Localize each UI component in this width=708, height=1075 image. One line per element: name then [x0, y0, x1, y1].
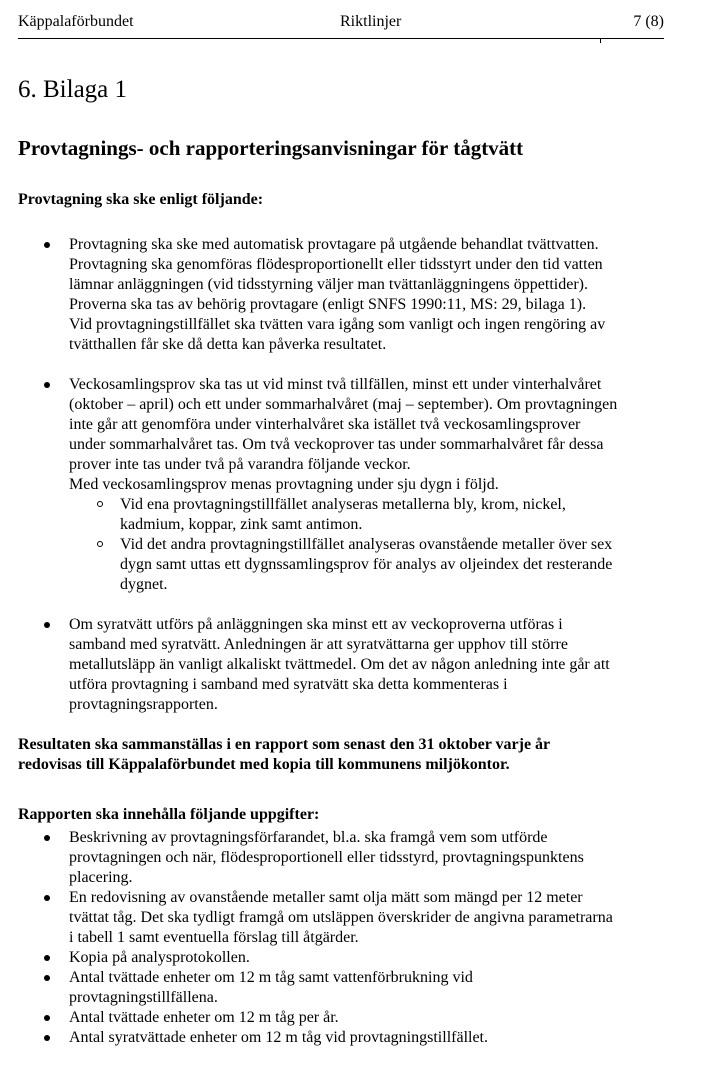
text-line: redovisas till Käppalaförbundet med kopia till kommunens miljökontor.: [18, 756, 510, 773]
text-line: samband med syratvätt. Anledningen är att syratvättarna ger upphov till större: [69, 636, 568, 653]
bullet-icon: [44, 1015, 50, 1021]
sublist-item-first-occasion: [69, 495, 664, 535]
sublist-item-second-occasion: [69, 535, 664, 595]
header-organization: Käppalaförbundet: [18, 13, 134, 30]
text-line: provtagningsrapporten.: [69, 696, 218, 713]
text-line: dygn samt uttas ett dygnssamlingsprov för analys av oljeindex det resterande: [120, 556, 613, 573]
text-line: provtagningstillfällena.: [69, 989, 218, 1006]
circle-bullet-icon: [97, 541, 103, 547]
text-line: under sommarhalvåret tas. Om två veckoprover tas under sommarhalvåret får dessa: [69, 436, 604, 453]
text-line: lämnar anläggningen (vid tidsstyrning väljer man tvättanläggningens öppettider).: [69, 276, 588, 293]
text-line: Antal syratvättade enheter om 12 m tåg vid provtagningstillfället.: [69, 1029, 488, 1046]
text-line: Provtagning ska genomföras flödesproportionellt eller tidsstyrt under den tid vatten: [69, 256, 603, 273]
text-line: prover inte tas under två på varandra följande veckor.: [69, 456, 411, 473]
report-heading: Rapporten ska innehålla följande uppgifter:: [18, 806, 320, 823]
weekly-sample-list: [18, 375, 664, 595]
text-line: Provtagning ska ske med automatisk provtagare på utgående behandlat tvättvatten.: [69, 236, 599, 253]
header-page-number: 7 (8): [633, 13, 664, 30]
document-title: Provtagnings- och rapporteringsanvisningar för tågtvätt: [18, 136, 524, 160]
text-line: Proverna ska tas av behörig provtagare (enligt SNFS 1990:11, MS: 29, bilaga 1).: [69, 296, 587, 313]
text-line: utföra provtagning i samband med syratvätt ska detta kommenteras i: [69, 676, 508, 693]
bullet-icon: [44, 975, 50, 981]
header-rule-tick: [600, 38, 601, 43]
text-line: Med veckosamlingsprov menas provtagning under sju dygn i följd.: [69, 476, 499, 493]
text-line: i tabell 1 samt eventuella förslag till åtgärder.: [69, 929, 359, 946]
sampling-heading: Provtagning ska ske enligt följande:: [18, 191, 264, 208]
weekly-sample-sublist: [69, 495, 664, 595]
bullet-icon: [44, 1035, 50, 1041]
text-line: metallutsläpp än vanligt alkaliskt tvättmedel. Om det av någon anledning inte går att: [69, 656, 610, 673]
text-line: Beskrivning av provtagningsförfarandet, bl.a. ska framgå vem som utförde: [69, 829, 548, 846]
text-line: Resultaten ska sammanställas i en rapport som senast den 31 oktober varje år: [18, 736, 551, 753]
text-line: En redovisning av ovanstående metaller samt olja mätt som mängd per 12 meter: [69, 889, 583, 906]
section-title: 6. Bilaga 1: [18, 76, 128, 103]
circle-bullet-icon: [97, 501, 103, 507]
results-statement: [18, 735, 550, 775]
text-line: Vid det andra provtagningstillfället analyseras ovanstående metaller över sex: [120, 536, 613, 553]
list-item-acid-wash: [18, 615, 664, 715]
text-line: Veckosamlingsprov ska tas ut vid minst två tillfällen, minst ett under vinterhalvåret: [69, 376, 602, 393]
text-line: Antal tvättade enheter om 12 m tåg samt vattenförbrukning vid: [69, 969, 473, 986]
text-line: tvättat tåg. Det ska tydligt framgå om utsläppen överskrider de angivna parametrarna: [69, 909, 613, 926]
text-line: tvätthallen får ske då detta kan påverka resultatet.: [69, 336, 387, 353]
page-header: [18, 12, 664, 39]
list-item-weekly-samples: [18, 375, 664, 595]
list-item-washed-units-water: [18, 968, 664, 1008]
list-item-metals-report: [18, 888, 664, 948]
report-contents-list: [18, 828, 664, 1048]
text-line: Kopia på analysprotokollen.: [69, 949, 250, 966]
text-line: Antal tvättade enheter om 12 m tåg per år.: [69, 1009, 339, 1026]
bullet-icon: [44, 242, 50, 248]
sampling-list: [18, 235, 664, 355]
list-item-automatic-sampling: [18, 235, 664, 355]
list-item-sampling-description: [18, 828, 664, 888]
bullet-icon: [44, 622, 50, 628]
list-item-analysis-protocol: [18, 948, 664, 968]
text-line: Vid ena provtagningstillfället analyseras metallerna bly, krom, nickel,: [120, 496, 566, 513]
list-item-acid-washed-units: [18, 1028, 664, 1048]
header-document-type: Riktlinjer: [340, 13, 402, 30]
bullet-icon: [44, 955, 50, 961]
text-line: placering.: [69, 869, 133, 886]
bullet-icon: [44, 835, 50, 841]
text-line: Vid provtagningstillfället ska tvätten vara igång som vanligt och ingen rengöring av: [69, 316, 606, 333]
text-line: provtagningen och när, flödesproportionell eller tidsstyrd, provtagningspunktens: [69, 849, 584, 866]
list-item-washed-units-per-year: [18, 1008, 664, 1028]
text-line: Om syratvätt utförs på anläggningen ska minst ett av veckoproverna utföras i: [69, 616, 563, 633]
bullet-icon: [44, 895, 50, 901]
acid-wash-list: [18, 615, 664, 715]
text-line: dygnet.: [120, 576, 168, 593]
bullet-icon: [44, 382, 50, 388]
text-line: (oktober – april) och ett under sommarhalvåret (maj – september). Om provtagningen: [69, 396, 618, 413]
text-line: inte går att genomföra under vinterhalvåret ska istället två veckosamlingsprover: [69, 416, 581, 433]
text-line: kadmium, koppar, zink samt antimon.: [120, 516, 363, 533]
